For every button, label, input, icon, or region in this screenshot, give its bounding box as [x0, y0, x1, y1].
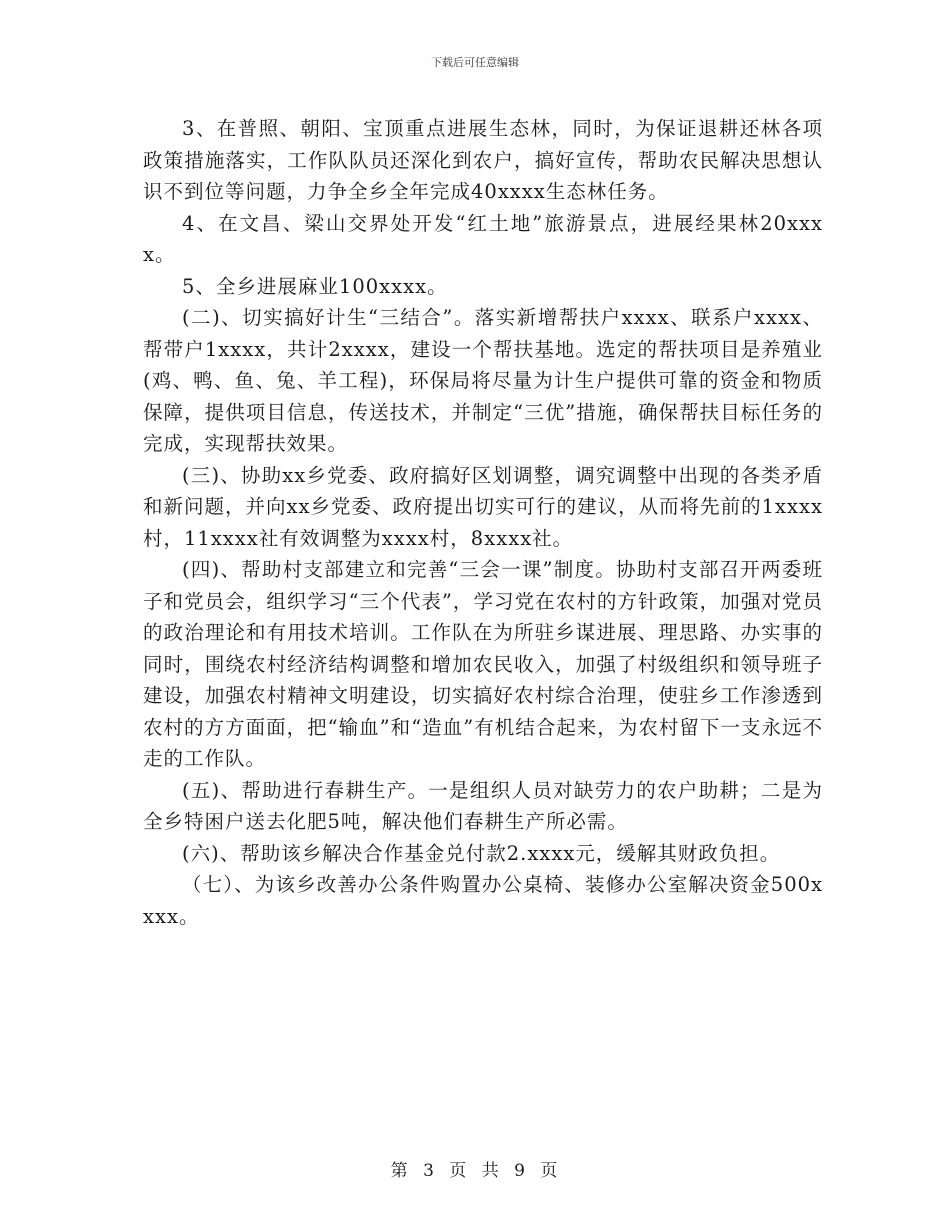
- paragraph-section-3: (三)、协助xx乡党委、政府搞好区划调整，调究调整中出现的各类矛盾和新问题，并向xx乡党委、政府提出切实可行的建议，从而将先前的1xxxx村，11xxxx社有效调整为xxxx村，8xxxx社。: [143, 463, 823, 550]
- paragraph-section-2: (二)、切实搞好计生“三结合”。落实新增帮扶户xxxx、联系户xxxx、帮带户1xxxx，共计2xxxx，建设一个帮扶基地。选定的帮扶项目是养殖业(鸡、鸭、鱼、兔、羊工程)，环保局将尽量为计生户提供可靠的资金和物质保障，提供项目信息，传送技术，并制定“三优”措施，确保帮扶目标任务的完成，实现帮扶效果。: [143, 306, 823, 455]
- footer-suffix: 页: [540, 1161, 560, 1181]
- paragraph-item-5: 5、全乡进展麻业100xxxx。: [182, 274, 448, 298]
- paragraph-section-7: （七）、为该乡改善办公条件购置办公桌椅、装修办公室解决资金500xxxx。: [143, 873, 823, 928]
- footer-prefix: 第: [390, 1161, 410, 1181]
- header-note: 下载后可任意编辑: [431, 56, 519, 69]
- paragraph-item-4: 4、在文昌、梁山交界处开发“红土地”旅游景点，进展经果林20xxxx。: [143, 211, 823, 266]
- footer-page-word: 页: [449, 1161, 469, 1181]
- paragraph-item-3: 3、在普照、朝阳、宝顶重点进展生态林，同时，为保证退耕还林各项政策措施落实，工作队队员还深化到农户，搞好宣传，帮助农民解决思想认识不到位等问题，力争全乡全年完成40xxxx生态林任务。: [143, 117, 823, 203]
- footer-current-page: 3: [423, 1161, 436, 1181]
- page-footer: [0, 1156, 950, 1181]
- footer-total-word: 共: [481, 1161, 501, 1181]
- paragraph-section-6: (六)、帮助该乡解决合作基金兑付款2.xxxx元，缓解其财政负担。: [182, 841, 781, 865]
- paragraph-section-5: (五)、帮助进行春耕生产。一是组织人员对缺劳力的农户助耕；二是为全乡特困户送去化肥5吨，解决他们春耕生产所必需。: [143, 778, 823, 833]
- paragraph-section-4: (四)、帮助村支部建立和完善“三会一课”制度。协助村支部召开两委班子和党员会，组织学习“三个代表”，学习党在农村的方针政策，加强对党员的政治理论和有用技术培训。工作队在为所驻乡谋进展、理思路、办实事的同时，围绕农村经济结构调整和增加农民收入，加强了村级组织和领导班子建设，加强农村精神文明建设，切实搞好农村综合治理，使驻乡工作渗透到农村的方方面面，把“输血”和“造血”有机结合起来，为农村留下一支永远不走的工作队。: [143, 558, 823, 770]
- footer-total-pages: 9: [514, 1161, 527, 1181]
- body-text: [143, 113, 823, 932]
